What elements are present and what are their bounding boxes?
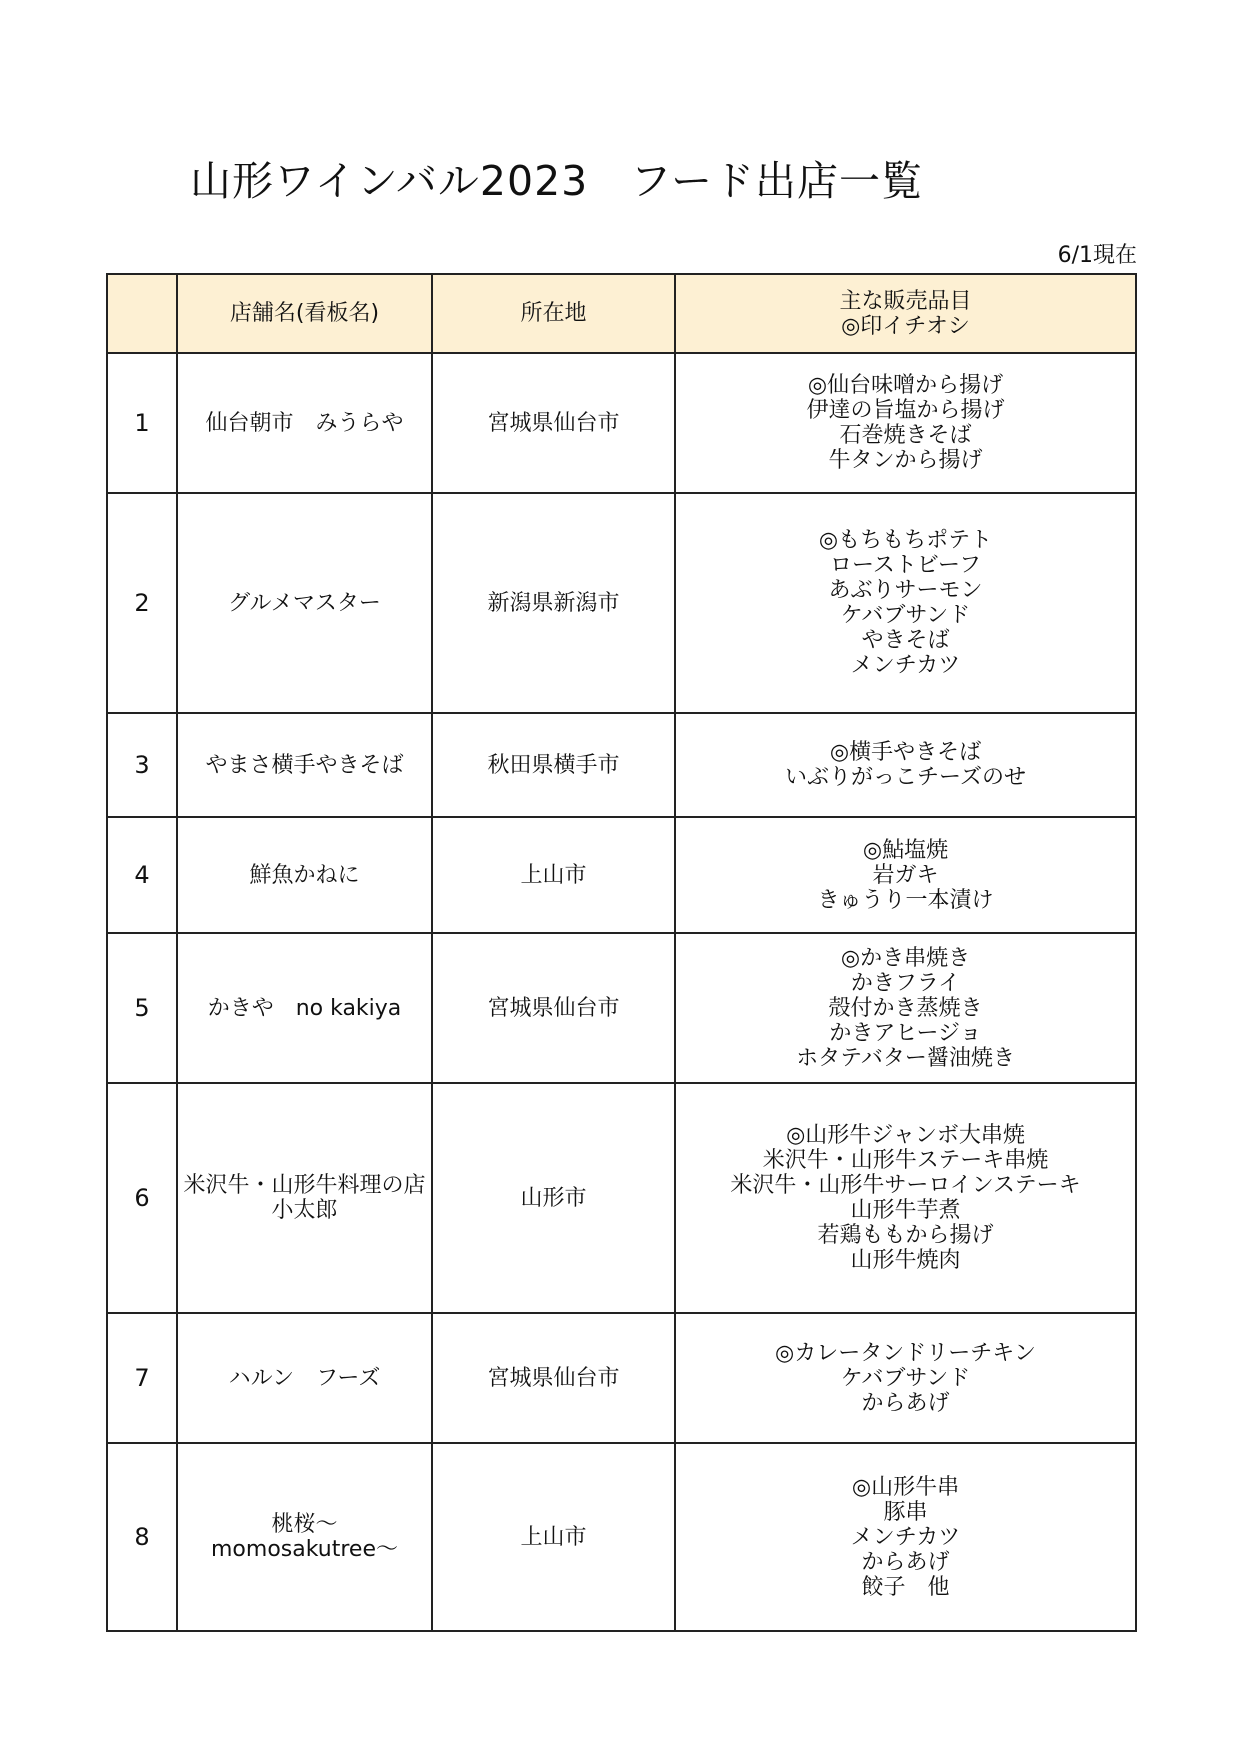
menu-item: ◎かき串焼き (840, 945, 971, 971)
menu-item: ◎もちもちポテト (818, 528, 993, 553)
table-row (107, 1083, 1136, 1313)
header-items-line1: 主な販売品目 (839, 288, 972, 314)
shop-name-line: momosakutree～ (211, 1537, 398, 1562)
shop-name-line: グルメマスター (228, 590, 381, 616)
shop-name-line: 米沢牛・山形牛料理の店 (183, 1173, 426, 1198)
menu-item: かきフライ (850, 970, 961, 996)
menu-item: ケバブサンド (840, 1365, 971, 1391)
menu-item: ◎山形牛ジャンボ大串焼 (786, 1123, 1025, 1148)
table-row (107, 1313, 1136, 1443)
table-row (107, 493, 1136, 713)
location-cell: 上山市 (432, 817, 675, 933)
table-row (107, 933, 1136, 1083)
items-cell (675, 493, 1136, 713)
header-items-line2: ◎印イチオシ (841, 313, 970, 339)
location-cell: 新潟県新潟市 (432, 493, 675, 713)
page-title: 山形ワインバル2023 フード出店一覧 (190, 157, 924, 205)
items-cell (675, 933, 1136, 1083)
shop-name-cell (177, 1313, 432, 1443)
menu-item: ホタテバター醤油焼き (796, 1045, 1015, 1071)
header-location: 所在地 (432, 274, 675, 353)
menu-item: 牛タンから揚げ (828, 448, 983, 473)
shop-name-line: ハルン フーズ (228, 1365, 381, 1391)
shop-name-cell (177, 1083, 432, 1313)
row-number: 1 (107, 353, 177, 493)
items-cell (675, 1313, 1136, 1443)
menu-item: ローストビーフ (830, 553, 981, 578)
menu-item: あぶりサーモン (828, 578, 983, 603)
items-cell (675, 1083, 1136, 1313)
menu-item: 岩ガキ (872, 862, 939, 888)
header-items (675, 274, 1136, 353)
location-cell: 山形市 (432, 1083, 675, 1313)
menu-item: ◎カレータンドリーチキン (775, 1340, 1036, 1366)
location-cell: 上山市 (432, 1443, 675, 1631)
menu-item: ◎鮎塩焼 (862, 837, 949, 863)
menu-item: ケバブサンド (840, 603, 971, 628)
menu-item: 山形牛焼肉 (850, 1248, 961, 1273)
menu-item: メンチカツ (850, 653, 961, 678)
items-cell (675, 713, 1136, 817)
location-cell: 宮城県仙台市 (432, 933, 675, 1083)
row-number: 2 (107, 493, 177, 713)
items-cell (675, 1443, 1136, 1631)
header-no (107, 274, 177, 353)
location-cell: 秋田県横手市 (432, 713, 675, 817)
menu-item: 米沢牛・山形牛ステーキ串焼 (762, 1148, 1049, 1173)
location-cell: 宮城県仙台市 (432, 1313, 675, 1443)
row-number: 3 (107, 713, 177, 817)
menu-item: かきアヒージョ (829, 1020, 982, 1046)
header-shop-name: 店舗名(看板名) (177, 274, 432, 353)
location-cell: 宮城県仙台市 (432, 353, 675, 493)
shop-name-cell (177, 353, 432, 493)
shop-name-cell (177, 713, 432, 817)
shop-name-cell (177, 493, 432, 713)
menu-item: ◎横手やきそば (829, 740, 982, 765)
menu-item: やきそば (861, 628, 950, 653)
row-number: 5 (107, 933, 177, 1083)
shop-name-line: 小太郎 (271, 1198, 338, 1223)
shop-name-line: かきや no kakiya (207, 995, 402, 1021)
row-number: 6 (107, 1083, 177, 1313)
row-number: 8 (107, 1443, 177, 1631)
table-row (107, 817, 1136, 933)
shop-name-cell (177, 933, 432, 1083)
shop-name-cell (177, 1443, 432, 1631)
menu-item: 伊達の旨塩から揚げ (806, 398, 1005, 423)
shop-name-line: 桃桜～ (271, 1512, 338, 1537)
menu-item: きゅうり一本漬け (817, 887, 994, 913)
menu-item: からあげ (861, 1390, 950, 1416)
shop-name-line: 鮮魚かねに (249, 862, 360, 888)
items-cell (675, 817, 1136, 933)
table-row (107, 713, 1136, 817)
menu-item: からあげ (861, 1549, 950, 1575)
table-header-row (107, 274, 1136, 353)
menu-item: ◎山形牛串 (851, 1474, 960, 1500)
menu-item: いぶりがっこチーズのせ (785, 765, 1026, 790)
menu-item: メンチカツ (850, 1524, 961, 1550)
as-of-date: 6/1現在 (1057, 243, 1137, 268)
items-cell (675, 353, 1136, 493)
table-row (107, 353, 1136, 493)
row-number: 7 (107, 1313, 177, 1443)
shop-name-cell (177, 817, 432, 933)
menu-item: 殻付かき蒸焼き (828, 995, 983, 1021)
menu-item: 若鶏ももから揚げ (817, 1223, 994, 1248)
menu-item: 餃子 他 (861, 1574, 950, 1600)
row-number: 4 (107, 817, 177, 933)
shop-name-line: 仙台朝市 みうらや (205, 410, 404, 436)
menu-item: 山形牛芋煮 (850, 1198, 961, 1223)
menu-item: 豚串 (883, 1499, 928, 1525)
food-vendor-table (106, 273, 1137, 1632)
menu-item: 米沢牛・山形牛サーロインステーキ (730, 1173, 1081, 1198)
menu-item: ◎仙台味噌から揚げ (807, 373, 1004, 398)
table-row (107, 1443, 1136, 1631)
shop-name-line: やまさ横手やきそば (205, 752, 404, 778)
menu-item: 石巻焼きそば (839, 423, 972, 448)
